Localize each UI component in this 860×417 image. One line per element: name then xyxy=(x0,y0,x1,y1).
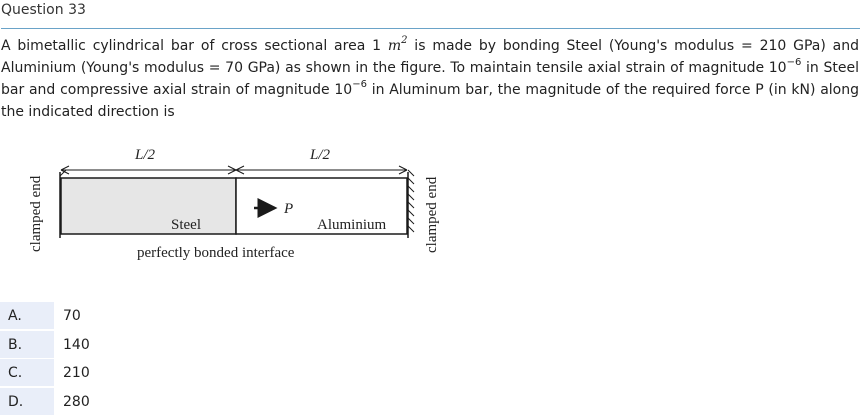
interface-label: perfectly bonded interface xyxy=(137,245,295,261)
option-letter: B. xyxy=(0,331,54,358)
left-length-label: L/2 xyxy=(135,147,156,163)
question-text-part4: in Aluminum bar, the magnitude of the required force P (in kN) along the indicated direction is xyxy=(1,82,860,120)
area-unit-exponent: 2 xyxy=(401,35,408,46)
right-hatch xyxy=(408,186,414,192)
force-label: P xyxy=(284,201,294,217)
answer-options xyxy=(0,302,860,417)
option-value: 140 xyxy=(63,336,90,353)
option-c[interactable] xyxy=(0,359,860,388)
right-hatch xyxy=(408,202,414,208)
right-hatch xyxy=(408,226,414,232)
right-hatch xyxy=(408,170,414,176)
steel-label: Steel xyxy=(171,217,201,233)
bimetallic-bar-figure xyxy=(20,140,450,275)
option-letter: A. xyxy=(0,302,54,329)
steel-bar xyxy=(61,178,236,234)
right-hatch xyxy=(408,210,414,216)
option-d[interactable] xyxy=(0,388,860,417)
question-text xyxy=(1,35,859,123)
left-support-label: clamped end xyxy=(28,175,44,252)
option-letter: C. xyxy=(0,359,54,386)
area-unit xyxy=(387,35,408,54)
steel-strain-exponent: −6 xyxy=(786,57,802,68)
right-hatch xyxy=(408,178,414,184)
aluminium-label: Aluminium xyxy=(317,217,387,233)
right-clamped-support xyxy=(408,170,440,253)
length-dimension xyxy=(61,147,407,174)
question-title: Question 33 xyxy=(1,2,86,18)
right-hatch xyxy=(408,194,414,200)
option-b[interactable] xyxy=(0,331,860,360)
right-length-label: L/2 xyxy=(310,147,331,163)
right-hatch xyxy=(408,218,414,224)
question-text-part2: is made by bonding Steel (Young's modulus = 210 GPa) and Aluminium (Young's modulus = 70 GPa) as shown in the figure. To maintain tensile axial strain of magnitude 10 xyxy=(1,38,859,76)
area-unit-base: m xyxy=(387,38,402,54)
option-value: 210 xyxy=(63,365,90,382)
right-support-label: clamped end xyxy=(424,176,440,253)
figure-svg xyxy=(20,140,450,275)
option-value: 280 xyxy=(63,394,90,411)
aluminium-strain-exponent: −6 xyxy=(352,79,367,90)
question-text-part3: in Steel bar and compressive axial strain of magnitude 10 xyxy=(1,60,859,98)
question-text-part1: A bimetallic cylindrical bar of cross sectional area 1 xyxy=(1,38,388,54)
option-letter: D. xyxy=(0,388,54,415)
option-a[interactable] xyxy=(0,302,860,331)
option-value: 70 xyxy=(63,308,81,324)
question-header xyxy=(1,0,860,29)
